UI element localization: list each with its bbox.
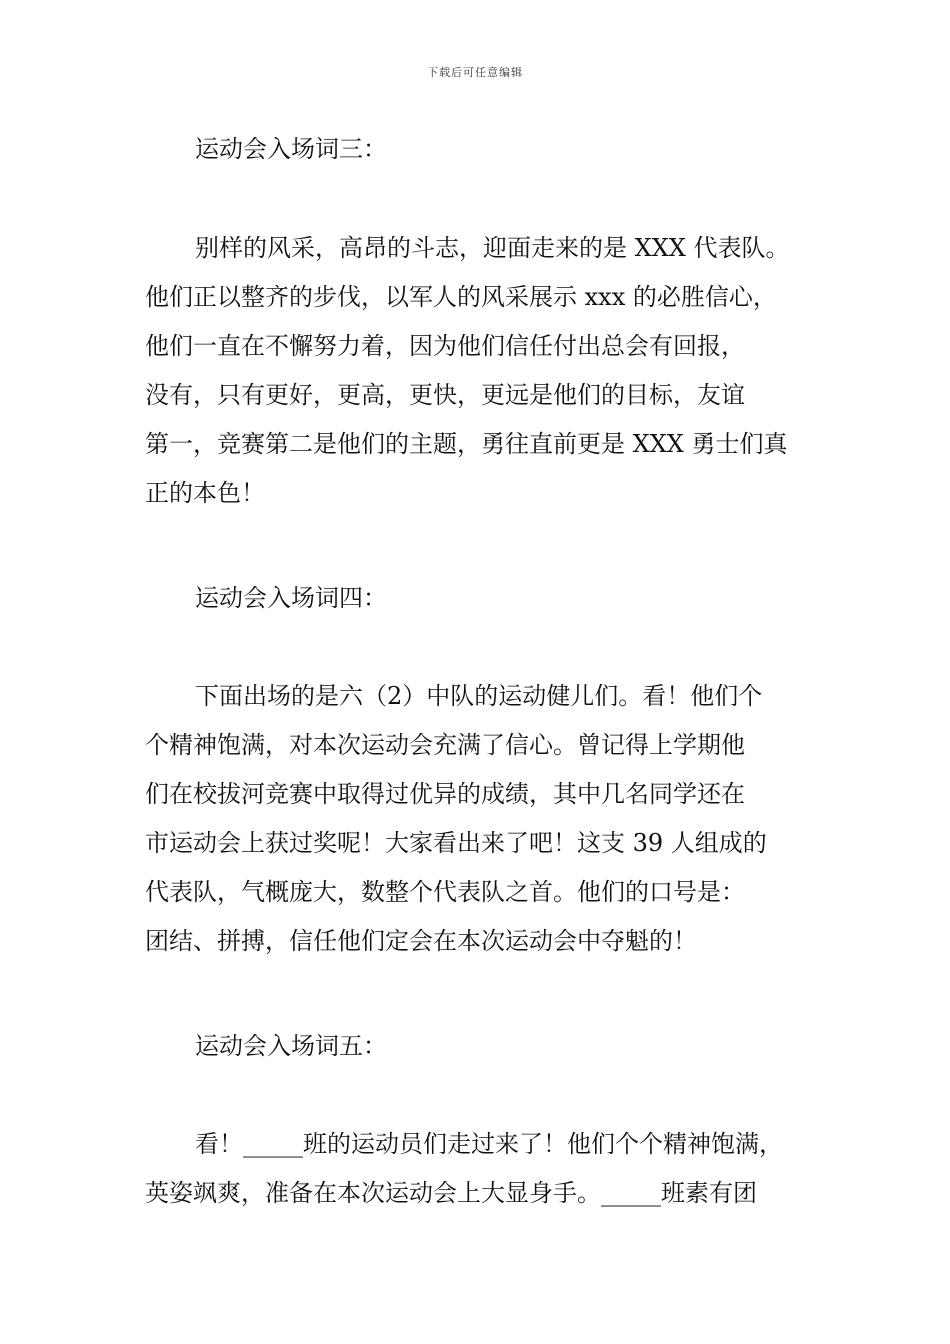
section-heading-3: 运动会入场词三： xyxy=(195,135,387,163)
section-heading-5: 运动会入场词五： xyxy=(195,1032,387,1060)
header-note: 下载后可任意编辑 xyxy=(427,66,523,79)
paragraph-line: 们在校拔河竞赛中取得过优异的成绩，其中几名同学还在 xyxy=(145,780,745,808)
paragraph-line: 代表队，气概庞大，数整个代表队之首。他们的口号是： xyxy=(145,878,745,906)
paragraph-line: 团结、拼搏，信任他们定会在本次运动会中夺魁的！ xyxy=(145,927,697,955)
paragraph-line: 下面出场的是六（2）中队的运动健儿们。看！他们个 xyxy=(195,682,763,710)
paragraph-line: 没有，只有更好，更高，更快，更远是他们的目标，友谊 xyxy=(145,381,745,409)
paragraph-line: 第一，竞赛第二是他们的主题，勇往直前更是 XXX 勇士们真 xyxy=(145,430,788,458)
section-body-3 xyxy=(145,224,825,518)
section-body-4 xyxy=(145,672,825,966)
paragraph-line: 他们一直在不懈努力着，因为他们信任付出总会有回报， xyxy=(145,332,745,360)
paragraph-line: 看！_____班的运动员们走过来了！他们个个精神饱满， xyxy=(195,1130,783,1158)
paragraph-line: 市运动会上获过奖呢！大家看出来了吧！这支 39 人组成的 xyxy=(145,829,767,857)
section-body-5 xyxy=(145,1120,825,1218)
paragraph-line: 别样的风采，高昂的斗志，迎面走来的是 XXX 代表队。 xyxy=(195,234,790,262)
paragraph-line: 他们正以整齐的步伐，以军人的风采展示 xxx 的必胜信心， xyxy=(145,283,777,311)
paragraph-line: 正的本色！ xyxy=(145,479,265,507)
paragraph-line: 个精神饱满，对本次运动会充满了信心。曾记得上学期他 xyxy=(145,731,745,759)
section-heading-4: 运动会入场词四： xyxy=(195,584,387,612)
paragraph-line: 英姿飒爽，准备在本次运动会上大显身手。_____班素有团 xyxy=(145,1179,757,1207)
